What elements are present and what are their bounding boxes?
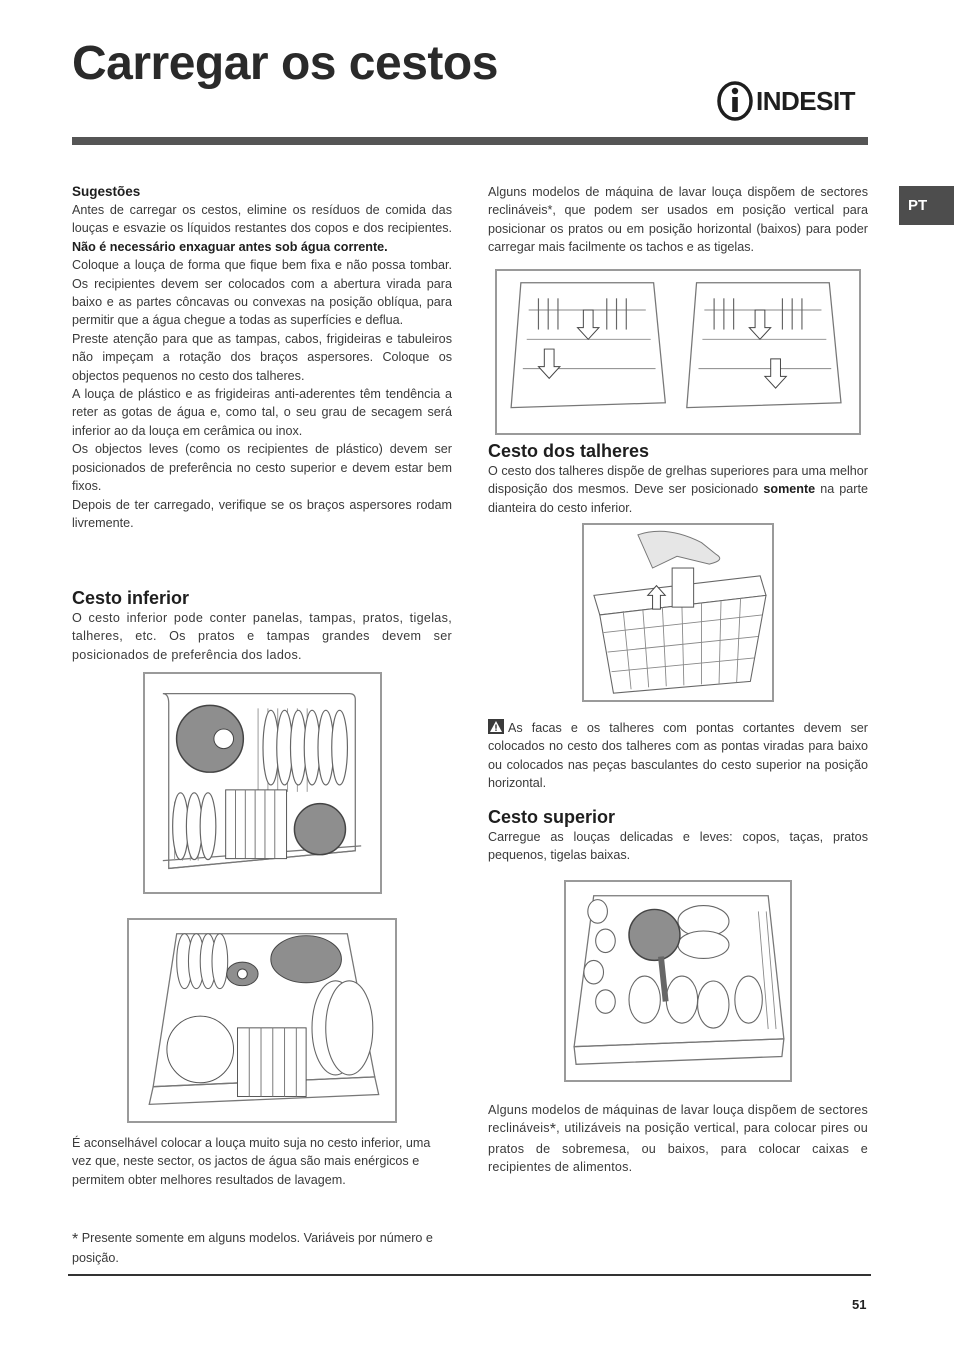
page-title: Carregar os cestos bbox=[72, 37, 498, 90]
lower-basket-text: O cesto inferior pode conter panelas, tampas, pratos, tigelas, talheres, etc. Os pratos e tampas grandes devem ser posicionados de preferência dos lados. bbox=[72, 611, 452, 662]
indesit-logo-icon bbox=[716, 80, 754, 122]
tips-heading: Sugestões bbox=[72, 184, 141, 199]
tips-paragraph-4: A louça de plástico e as frigideiras anti-aderentes têm tendência a reter as gotas de água e, como tal, o seu grau de secagem será inferior ao da louça em cerâmica ou inox. bbox=[72, 387, 452, 438]
brand-name: INDESIT bbox=[756, 86, 856, 116]
lower-basket-illustration-2 bbox=[129, 920, 395, 1121]
tips-paragraph-1: Antes de carregar os cestos, elimine os resíduos de comida das louças e esvazie os líquidos restantes dos copos e dos recipientes. Não é necessário enxaguar antes sob água corrente. bbox=[72, 203, 452, 254]
upper-basket-note-text: Alguns modelos de máquinas de lavar louça dispõem de sectores reclináveis*, utilizáveis na posição vertical, para colocar pires ou pratos de sobremesa, ou baixos, para colocar caixas e recipientes de alimentos. bbox=[488, 1103, 868, 1175]
footnote bbox=[72, 1229, 452, 1268]
tips-section bbox=[72, 183, 452, 532]
footer-divider bbox=[68, 1274, 871, 1276]
reclinable-sectors-intro bbox=[488, 183, 868, 257]
reclinable-sectors-figure bbox=[495, 269, 861, 435]
warning-text-block bbox=[488, 719, 868, 793]
footnote-text: Presente somente em alguns modelos. Variáveis por número e posição. bbox=[72, 1231, 433, 1266]
lower-basket-figure-1 bbox=[143, 672, 382, 894]
lower-basket-note-text: É aconselhável colocar a louça muito suja no cesto inferior, uma vez que, neste sector, os jactos de água são mais enérgicos e permitem obter melhores resultados de lavagem. bbox=[72, 1136, 431, 1187]
brand-logo bbox=[716, 80, 872, 124]
reclinable-intro-text: Alguns modelos de máquina de lavar louça dispõem de sectores reclináveis*, que podem ser usados em posição vertical para posicionar os pratos ou em posição horizontal (baixos) para poder carregar mais facilmente os tachos e as tigelas. bbox=[488, 185, 868, 255]
upper-basket-section bbox=[488, 806, 868, 865]
tips-emphasis: Não é necessário enxaguar antes sob água corrente. bbox=[72, 239, 388, 254]
language-tab: PT bbox=[899, 186, 954, 225]
tips-paragraph-3: Preste atenção para que as tampas, cabos, frigideiras e tabuleiros não impeçam a rotação dos braços aspersores. Coloque os objectos pequenos no cesto dos talheres. bbox=[72, 331, 452, 383]
warning-text: As facas e os talheres com pontas cortantes devem ser colocados no cesto dos talheres com as pontas viradas para baixo ou colocados nas peças basculantes do cesto superior na posição horizontal. bbox=[488, 721, 868, 791]
tips-paragraph-2: Coloque a louça de forma que fique bem fixa e não possa tombar. Os recipientes devem ser colocados com a abertura virada para baixo e as partes côncavas ou convexas na posição oblíqua, para permitir que a água chegue a todas as superfícies e deflua. bbox=[72, 258, 452, 328]
cutlery-basket-heading: Cesto dos talheres bbox=[488, 441, 650, 461]
upper-basket-note bbox=[488, 1101, 868, 1177]
upper-basket-heading: Cesto superior bbox=[488, 807, 616, 827]
cutlery-basket-text: O cesto dos talheres dispõe de grelhas superiores para uma melhor disposição dos mesmos. Deve ser posicionado somente na parte dianteira do cesto inferior. bbox=[488, 464, 869, 515]
upper-basket-illustration bbox=[566, 882, 790, 1080]
warning-icon bbox=[488, 719, 504, 734]
footnote-marker: * bbox=[72, 1231, 79, 1248]
upper-basket-text: Carregue as louças delicadas e leves: copos, taças, pratos pequenos, tigelas baixas. bbox=[488, 830, 868, 863]
cutlery-basket-section bbox=[488, 440, 868, 517]
page-number: 51 bbox=[852, 1297, 867, 1312]
cutlery-basket-figure bbox=[582, 523, 774, 702]
lower-basket-heading: Cesto inferior bbox=[72, 588, 190, 608]
warning-section bbox=[488, 719, 868, 793]
upper-basket-figure bbox=[564, 880, 792, 1082]
cutlery-basket-illustration bbox=[584, 525, 772, 700]
lower-basket-note bbox=[72, 1134, 452, 1189]
reclinable-sectors-illustration bbox=[497, 271, 859, 433]
header-divider bbox=[72, 137, 868, 145]
tips-paragraph-5: Os objectos leves (como os recipientes de plástico) devem ser posicionados de preferência no cesto superior e devem estar bem fixos. bbox=[72, 442, 452, 494]
tips-paragraph-6: Depois de ter carregado, verifique se os braços aspersores rodam livremente. bbox=[72, 497, 452, 530]
lower-basket-figure-2 bbox=[127, 918, 397, 1123]
lower-basket-illustration bbox=[145, 674, 380, 892]
lower-basket-section bbox=[72, 587, 452, 664]
